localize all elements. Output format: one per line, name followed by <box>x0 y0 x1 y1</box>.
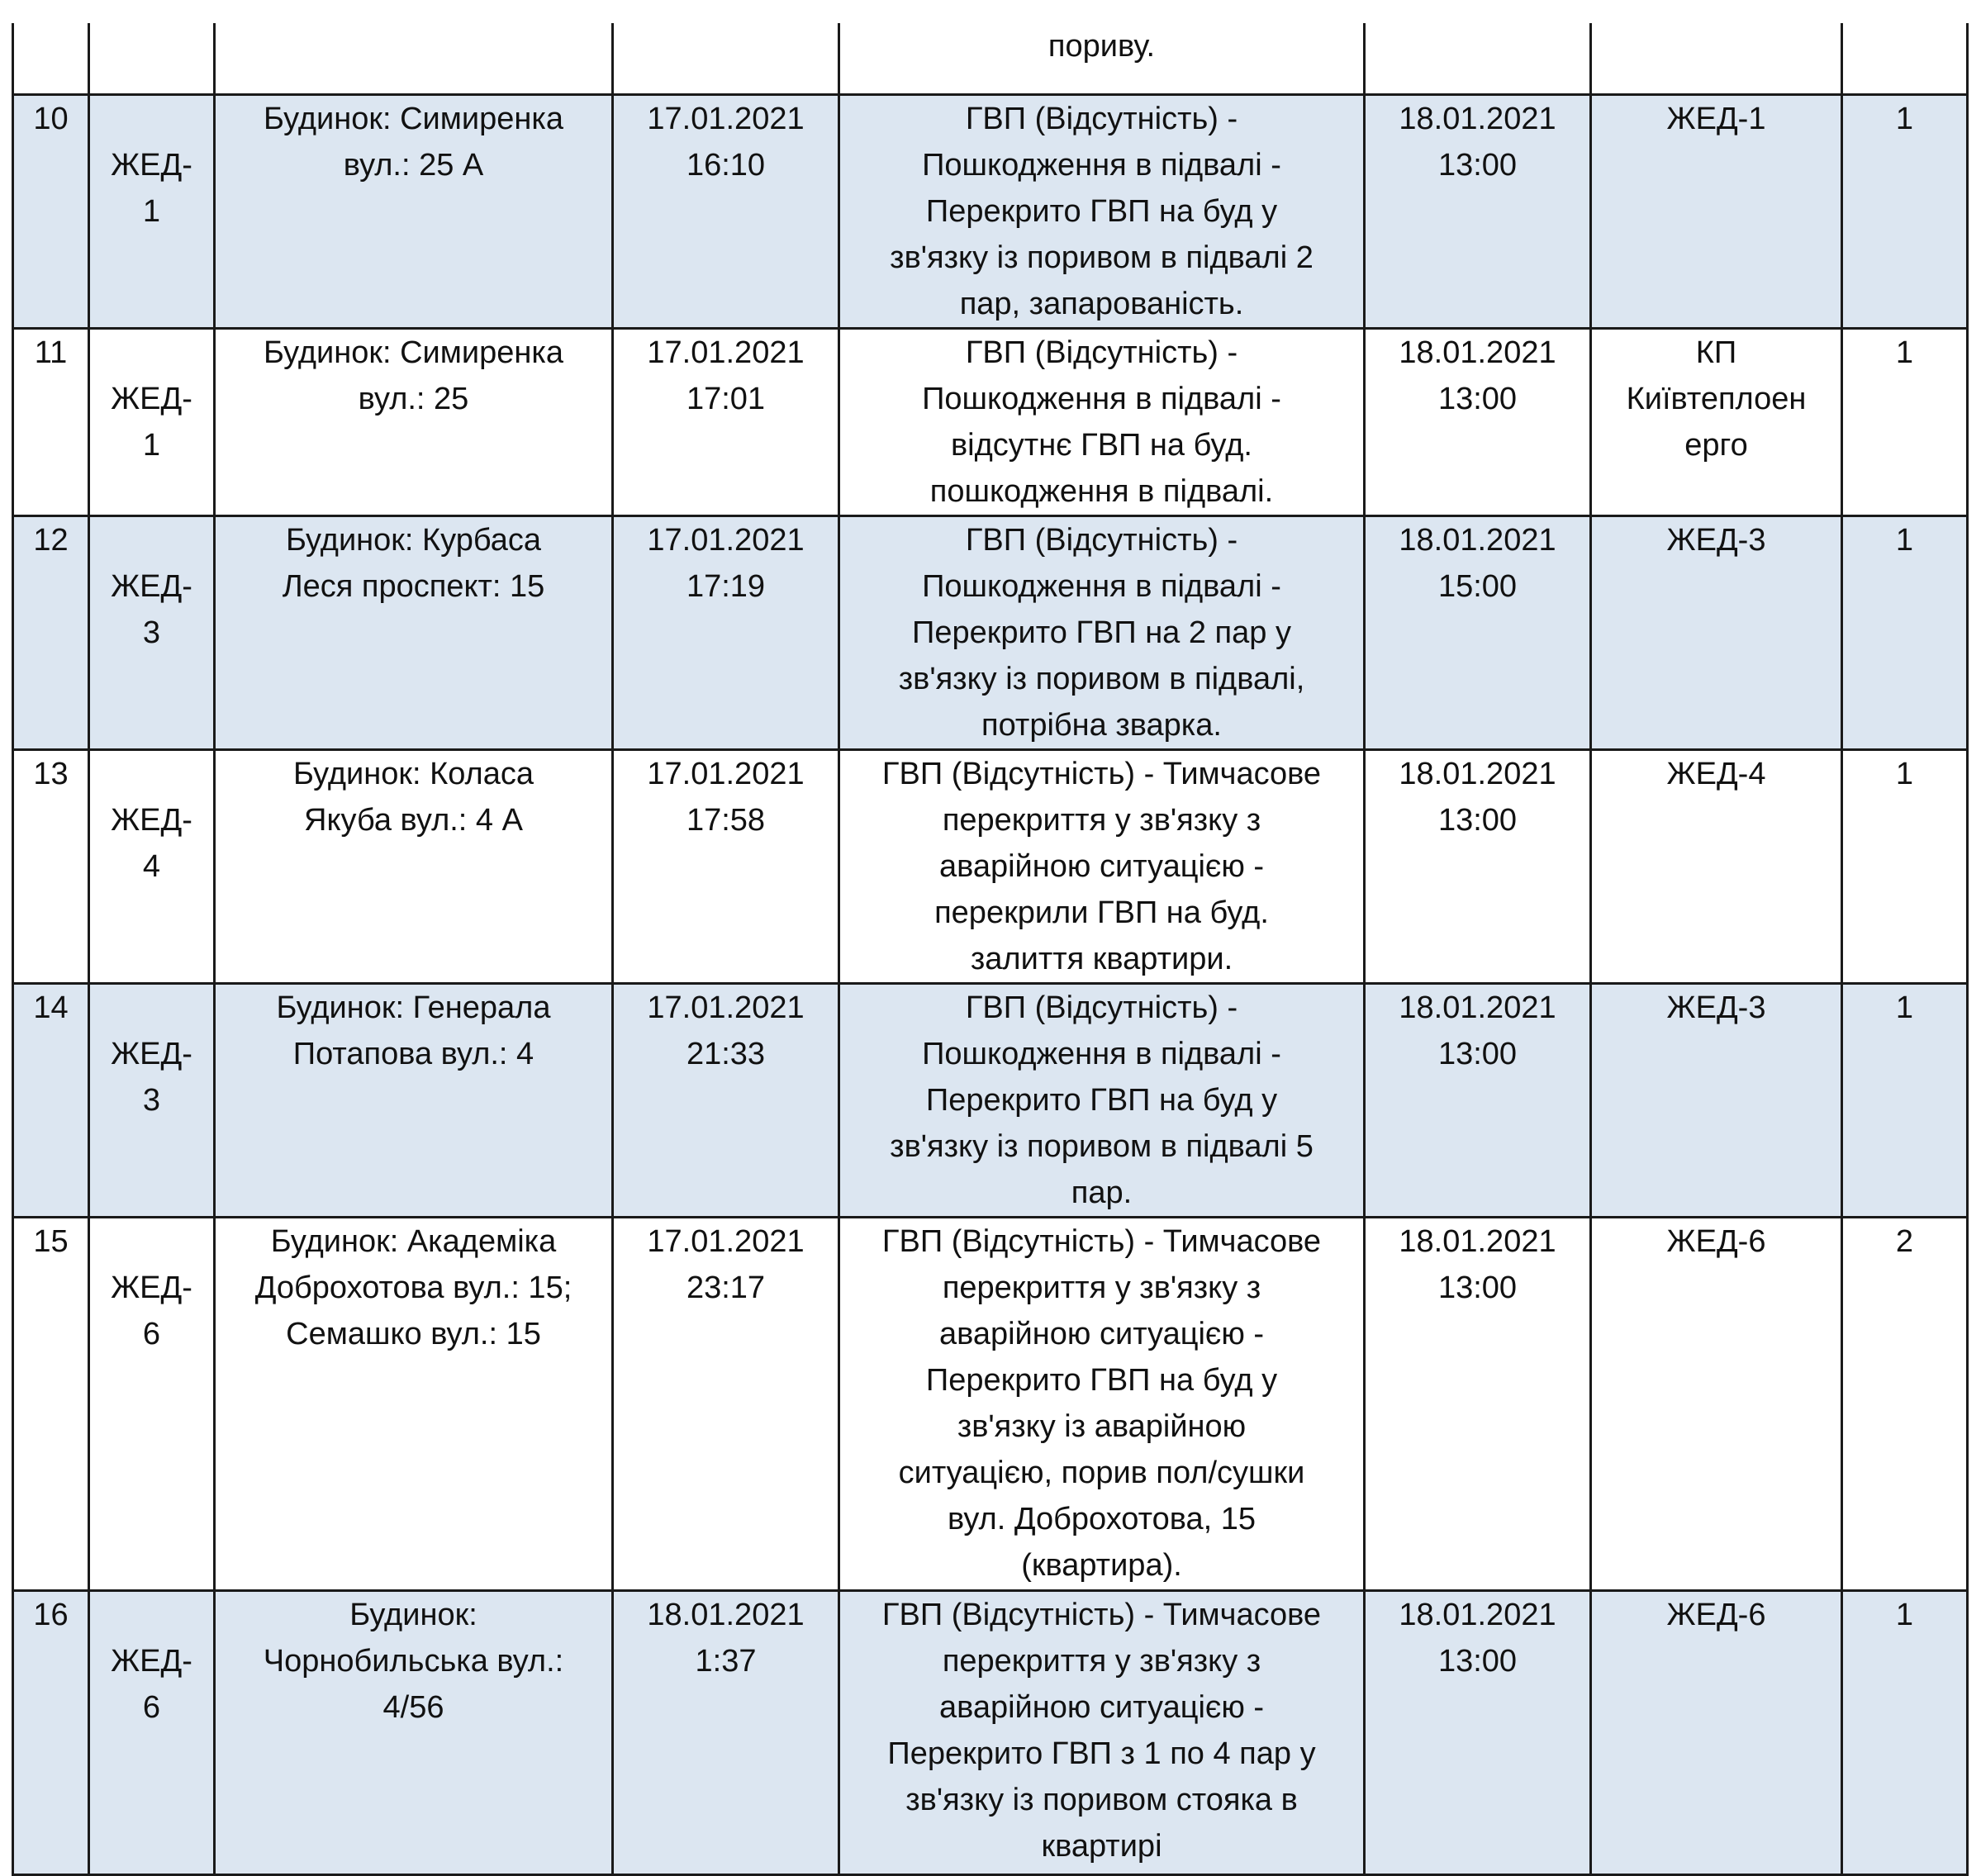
start-time-cell <box>613 983 839 1217</box>
count-text: 1 <box>1895 335 1914 370</box>
table-row-partial <box>13 23 1968 94</box>
description-cell <box>839 1217 1365 1590</box>
description-line: пошкодження в підвалі. <box>929 473 1274 509</box>
executor-cell <box>1591 328 1842 515</box>
start-time-cell <box>613 749 839 983</box>
description-line: ГВП (Відсутність) - Тимчасове <box>881 756 1322 791</box>
description-line: Пошкодження в підвалі - <box>922 1036 1281 1071</box>
executor-line: ЖЕД-4 <box>1666 756 1766 791</box>
org-line: ЖЕД- <box>111 1643 192 1679</box>
row-number-text: 14 <box>33 990 69 1025</box>
org-line: ЖЕД- <box>111 568 192 604</box>
org-line: 1 <box>142 427 161 463</box>
start-time-line: 17:58 <box>686 802 766 838</box>
start-time-line: 1:37 <box>695 1643 757 1679</box>
org-line: ЖЕД- <box>111 381 192 416</box>
row-number <box>13 515 89 749</box>
description-line: Перекрито ГВП з 1 по 4 пар у <box>887 1736 1316 1771</box>
org-line: 6 <box>142 1689 161 1725</box>
address-line: 4/56 <box>382 1689 444 1725</box>
end-time-line: 13:00 <box>1437 802 1518 838</box>
count-text: 1 <box>1895 990 1914 1025</box>
description-line: ГВП (Відсутність) - <box>965 101 1238 136</box>
address-cell <box>215 749 613 983</box>
description-line: перекриття у зв'язку з <box>942 1643 1261 1679</box>
description-cell <box>839 749 1365 983</box>
row-number <box>13 94 89 328</box>
start-time-line: 17.01.2021 <box>647 335 805 370</box>
org-cell <box>89 515 215 749</box>
table-row <box>13 515 1968 749</box>
end-time-cell <box>1365 1217 1591 1590</box>
description-cell <box>839 1590 1365 1874</box>
description-line: зв'язку із поривом в підвалі 2 <box>890 240 1314 275</box>
row-number <box>13 1590 89 1874</box>
end-time-cell <box>1365 983 1591 1217</box>
address-line: вул.: 25 А <box>343 147 484 183</box>
start-time-line: 17.01.2021 <box>647 101 805 136</box>
description-line: Пошкодження в підвалі - <box>922 381 1281 416</box>
start-time-line: 17.01.2021 <box>647 1223 805 1259</box>
table-row <box>13 749 1968 983</box>
description-line: зв'язку із поривом в підвалі, <box>898 661 1305 696</box>
description-line: залиття квартири. <box>970 941 1233 976</box>
row-number <box>13 328 89 515</box>
row-number-text: 16 <box>33 1597 69 1632</box>
org-cell <box>89 1217 215 1590</box>
org-cell <box>89 328 215 515</box>
description-line: перекриття у зв'язку з <box>942 802 1261 838</box>
description-line: пар. <box>1071 1175 1133 1210</box>
description-line: ситуацією, порив пол/сушки <box>898 1455 1305 1490</box>
table-row <box>13 328 1968 515</box>
start-time-line: 16:10 <box>686 147 766 183</box>
description-line: Перекрито ГВП на буд у <box>925 1082 1278 1118</box>
executor-line: Київтеплоен <box>1626 381 1807 416</box>
end-time-line: 13:00 <box>1437 1270 1518 1305</box>
end-time-line: 13:00 <box>1437 1643 1518 1679</box>
org-line: 1 <box>142 193 161 229</box>
start-time-cell <box>613 1590 839 1874</box>
row-number <box>13 983 89 1217</box>
executor-cell <box>1591 1217 1842 1590</box>
count-cell <box>1842 328 1968 515</box>
org-line: 6 <box>142 1316 161 1351</box>
executor-line: КП <box>1695 335 1737 370</box>
address-line: Доброхотова вул.: 15; <box>254 1270 572 1305</box>
org-line: ЖЕД- <box>111 147 192 183</box>
address-line: вул.: 25 <box>358 381 469 416</box>
count-text: 2 <box>1895 1223 1914 1259</box>
description-line: зв'язку із аварійною <box>957 1408 1247 1444</box>
org-line: ЖЕД- <box>111 1270 192 1305</box>
description-line: аварійною ситуацією - <box>938 1689 1265 1725</box>
row-number <box>13 749 89 983</box>
start-time-line: 17.01.2021 <box>647 522 805 558</box>
executor-cell <box>1591 983 1842 1217</box>
description-line: ГВП (Відсутність) - Тимчасове <box>881 1597 1322 1632</box>
org-line: 4 <box>142 848 161 884</box>
start-time-cell <box>613 515 839 749</box>
start-time-line: 17.01.2021 <box>647 990 805 1025</box>
address-line: Якуба вул.: 4 А <box>304 802 523 838</box>
count-cell <box>1842 983 1968 1217</box>
executor-line: ЖЕД-3 <box>1666 522 1766 558</box>
address-line: Будинок: Генерала <box>276 990 551 1025</box>
description-line: зв'язку із поривом стояка в <box>905 1782 1298 1817</box>
start-time-line: 17:01 <box>686 381 766 416</box>
count-cell <box>1842 1590 1968 1874</box>
start-time-line: 21:33 <box>686 1036 766 1071</box>
end-time-cell <box>1365 94 1591 328</box>
address-cell <box>215 328 613 515</box>
end-time-cell <box>1365 328 1591 515</box>
address-cell <box>215 1590 613 1874</box>
end-time-line: 18.01.2021 <box>1399 1223 1556 1259</box>
address-cell <box>215 94 613 328</box>
description-line: ГВП (Відсутність) - <box>965 990 1238 1025</box>
table-row <box>13 1217 1968 1590</box>
count-text: 1 <box>1895 1597 1914 1632</box>
incident-table <box>12 23 1969 1876</box>
count-text: 1 <box>1895 756 1914 791</box>
description-line: аварійною ситуацією - <box>938 848 1265 884</box>
end-time-line: 18.01.2021 <box>1399 522 1556 558</box>
row-number-text: 11 <box>34 335 68 370</box>
description-line: потрібна зварка. <box>981 707 1222 743</box>
end-time-line: 18.01.2021 <box>1399 756 1556 791</box>
description-line: перекриття у зв'язку з <box>942 1270 1261 1305</box>
count-cell <box>1842 515 1968 749</box>
org-line: ЖЕД- <box>111 802 192 838</box>
org-line: ЖЕД- <box>111 1036 192 1071</box>
executor-line: ЖЕД-1 <box>1666 101 1766 136</box>
description-cell <box>839 94 1365 328</box>
start-time-line: 17.01.2021 <box>647 756 805 791</box>
end-time-line: 15:00 <box>1437 568 1518 604</box>
description-line: Пошкодження в підвалі - <box>922 568 1281 604</box>
description-line: ГВП (Відсутність) - Тимчасове <box>881 1223 1322 1259</box>
start-time-line: 18.01.2021 <box>647 1597 805 1632</box>
address-line: Будинок: Курбаса <box>285 522 542 558</box>
end-time-cell <box>1365 515 1591 749</box>
end-time-line: 13:00 <box>1437 147 1518 183</box>
end-time-line: 18.01.2021 <box>1399 335 1556 370</box>
table-row <box>13 983 1968 1217</box>
description-line: відсутнє ГВП на буд. <box>950 427 1252 463</box>
description-line: ГВП (Відсутність) - <box>965 335 1238 370</box>
address-line: Будинок: Коласа <box>293 756 534 791</box>
count-cell <box>1842 1217 1968 1590</box>
count-text: 1 <box>1895 522 1914 558</box>
description-line: зв'язку із поривом в підвалі 5 <box>890 1128 1314 1164</box>
org-cell <box>89 749 215 983</box>
org-line: 3 <box>142 1082 161 1118</box>
address-line: Будинок: Симиренка <box>264 335 563 370</box>
start-time-cell <box>613 1217 839 1590</box>
end-time-cell <box>1365 1590 1591 1874</box>
description-cell <box>839 328 1365 515</box>
address-line: Будинок: <box>349 1597 477 1632</box>
address-line: Потапова вул.: 4 <box>292 1036 534 1071</box>
end-time-line: 18.01.2021 <box>1399 101 1556 136</box>
description-line: аварійною ситуацією - <box>938 1316 1265 1351</box>
address-cell <box>215 515 613 749</box>
address-cell <box>215 1217 613 1590</box>
row-number-text: 15 <box>33 1223 69 1259</box>
executor-cell <box>1591 515 1842 749</box>
end-time-line: 18.01.2021 <box>1399 1597 1556 1632</box>
executor-line: ЖЕД-3 <box>1666 990 1766 1025</box>
description-line: ГВП (Відсутність) - <box>965 522 1238 558</box>
table-row <box>13 94 1968 328</box>
end-time-line: 13:00 <box>1437 381 1518 416</box>
description-cell <box>839 23 1365 94</box>
description-line: вул. Доброхотова, 15 <box>948 1501 1256 1536</box>
start-time-line: 23:17 <box>686 1270 766 1305</box>
description-line: (квартира). <box>1021 1547 1182 1583</box>
start-time-line: 17:19 <box>686 568 766 604</box>
start-time-cell <box>613 328 839 515</box>
row-number-text: 12 <box>33 522 69 558</box>
org-cell <box>89 1590 215 1874</box>
description-line: квартирі <box>1041 1828 1162 1864</box>
count-cell <box>1842 94 1968 328</box>
count-cell <box>1842 749 1968 983</box>
org-cell <box>89 983 215 1217</box>
address-cell <box>215 983 613 1217</box>
executor-line: ЖЕД-6 <box>1666 1597 1766 1632</box>
row-number-text: 10 <box>33 101 69 136</box>
org-line: 3 <box>142 615 161 650</box>
description-line: Перекрито ГВП на буд у <box>925 193 1278 229</box>
org-cell <box>89 94 215 328</box>
address-line: Чорнобильська вул.: <box>263 1643 564 1679</box>
description-line: Пошкодження в підвалі - <box>922 147 1281 183</box>
address-line: Семашко вул.: 15 <box>286 1316 541 1351</box>
description-line: пар, запарованість. <box>959 286 1244 321</box>
description-line: Перекрито ГВП на буд у <box>925 1362 1278 1398</box>
description-cell <box>839 983 1365 1217</box>
end-time-line: 13:00 <box>1437 1036 1518 1071</box>
end-time-line: 18.01.2021 <box>1399 990 1556 1025</box>
description-cell <box>839 515 1365 749</box>
description-text: пориву. <box>1048 29 1156 64</box>
address-line: Леся проспект: 15 <box>282 568 545 604</box>
executor-cell <box>1591 1590 1842 1874</box>
end-time-cell <box>1365 749 1591 983</box>
executor-line: ерго <box>1684 427 1748 463</box>
row-number-text: 13 <box>33 756 69 791</box>
start-time-cell <box>613 94 839 328</box>
address-line: Будинок: Академіка <box>270 1223 557 1259</box>
table-row <box>13 1590 1968 1874</box>
row-number <box>13 1217 89 1590</box>
description-line: Перекрито ГВП на 2 пар у <box>912 615 1291 650</box>
executor-line: ЖЕД-6 <box>1666 1223 1766 1259</box>
description-line: перекрили ГВП на буд. <box>934 895 1269 930</box>
address-line: Будинок: Симиренка <box>264 101 563 136</box>
executor-cell <box>1591 94 1842 328</box>
count-text: 1 <box>1895 101 1914 136</box>
executor-cell <box>1591 749 1842 983</box>
